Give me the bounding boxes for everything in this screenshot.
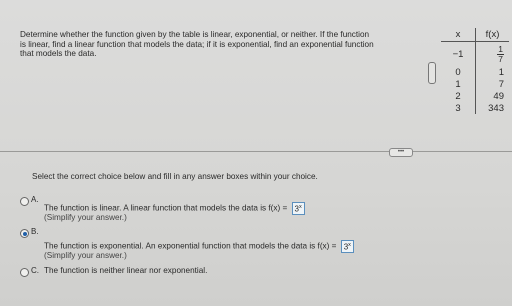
choice-a-answer-box[interactable] [292, 202, 305, 215]
table-cell-f: 7 [498, 78, 504, 90]
table-cell-x: 3 [441, 102, 476, 114]
table-row [441, 78, 509, 90]
table-cell-f: 49 [493, 90, 504, 102]
table-header-f: f(x) [476, 28, 510, 42]
choice-c-text: The function is neither linear nor exponential. [44, 266, 208, 275]
more-button[interactable]: ••• [389, 148, 413, 157]
table-row [441, 66, 509, 78]
choice-c-radio[interactable] [20, 268, 29, 277]
fraction-denominator: 7 [498, 53, 503, 64]
table-cell-f: 343 [488, 102, 504, 114]
data-table [441, 28, 509, 114]
instruction-text: Select the correct choice below and fill in any answer boxes within your choice. [32, 172, 318, 181]
choice-b-radio[interactable] [20, 229, 29, 238]
table-row [441, 42, 509, 67]
choice-b-label: The function is exponential. An exponential function that models the data is f(x) = [44, 241, 337, 251]
answer-exponent: x [299, 204, 302, 210]
answer-exponent: x [348, 242, 351, 248]
table-cell-f [476, 42, 510, 67]
fraction [497, 45, 504, 64]
table-row [441, 102, 509, 114]
question-line-1: Determine whether the function given by the table is linear, exponential, or neither. If the function [20, 30, 370, 39]
table-header-x: x [441, 28, 476, 42]
table-row [441, 90, 509, 102]
section-divider [0, 151, 512, 152]
table-cell-f: 1 [498, 66, 504, 78]
choice-a-hint: (Simplify your answer.) [44, 213, 127, 222]
choice-b-hint: (Simplify your answer.) [44, 251, 127, 260]
choice-c-letter: C. [31, 266, 39, 275]
choice-b-letter: B. [31, 227, 39, 236]
table-cell-x: 0 [441, 66, 476, 78]
table-cell-x: −1 [441, 42, 476, 67]
table-cell-x: 2 [441, 90, 476, 102]
answer-base: 3 [343, 242, 349, 252]
choice-a-label: The function is linear. A linear function that models the data is f(x) = [44, 203, 288, 213]
question-text [20, 30, 415, 59]
choice-a-letter: A. [31, 195, 39, 204]
table-cell-x: 1 [441, 78, 476, 90]
table-expand-handle[interactable] [428, 62, 436, 84]
question-line-2: is linear, find a linear function that models the data; if it is exponential, find an exponential function [20, 39, 374, 49]
answer-base: 3 [294, 204, 299, 214]
choice-a-radio[interactable] [20, 197, 29, 206]
fraction-numerator: 1 [498, 43, 503, 54]
question-line-3: that models the data. [20, 49, 97, 59]
choice-b-answer-box[interactable] [341, 240, 354, 253]
